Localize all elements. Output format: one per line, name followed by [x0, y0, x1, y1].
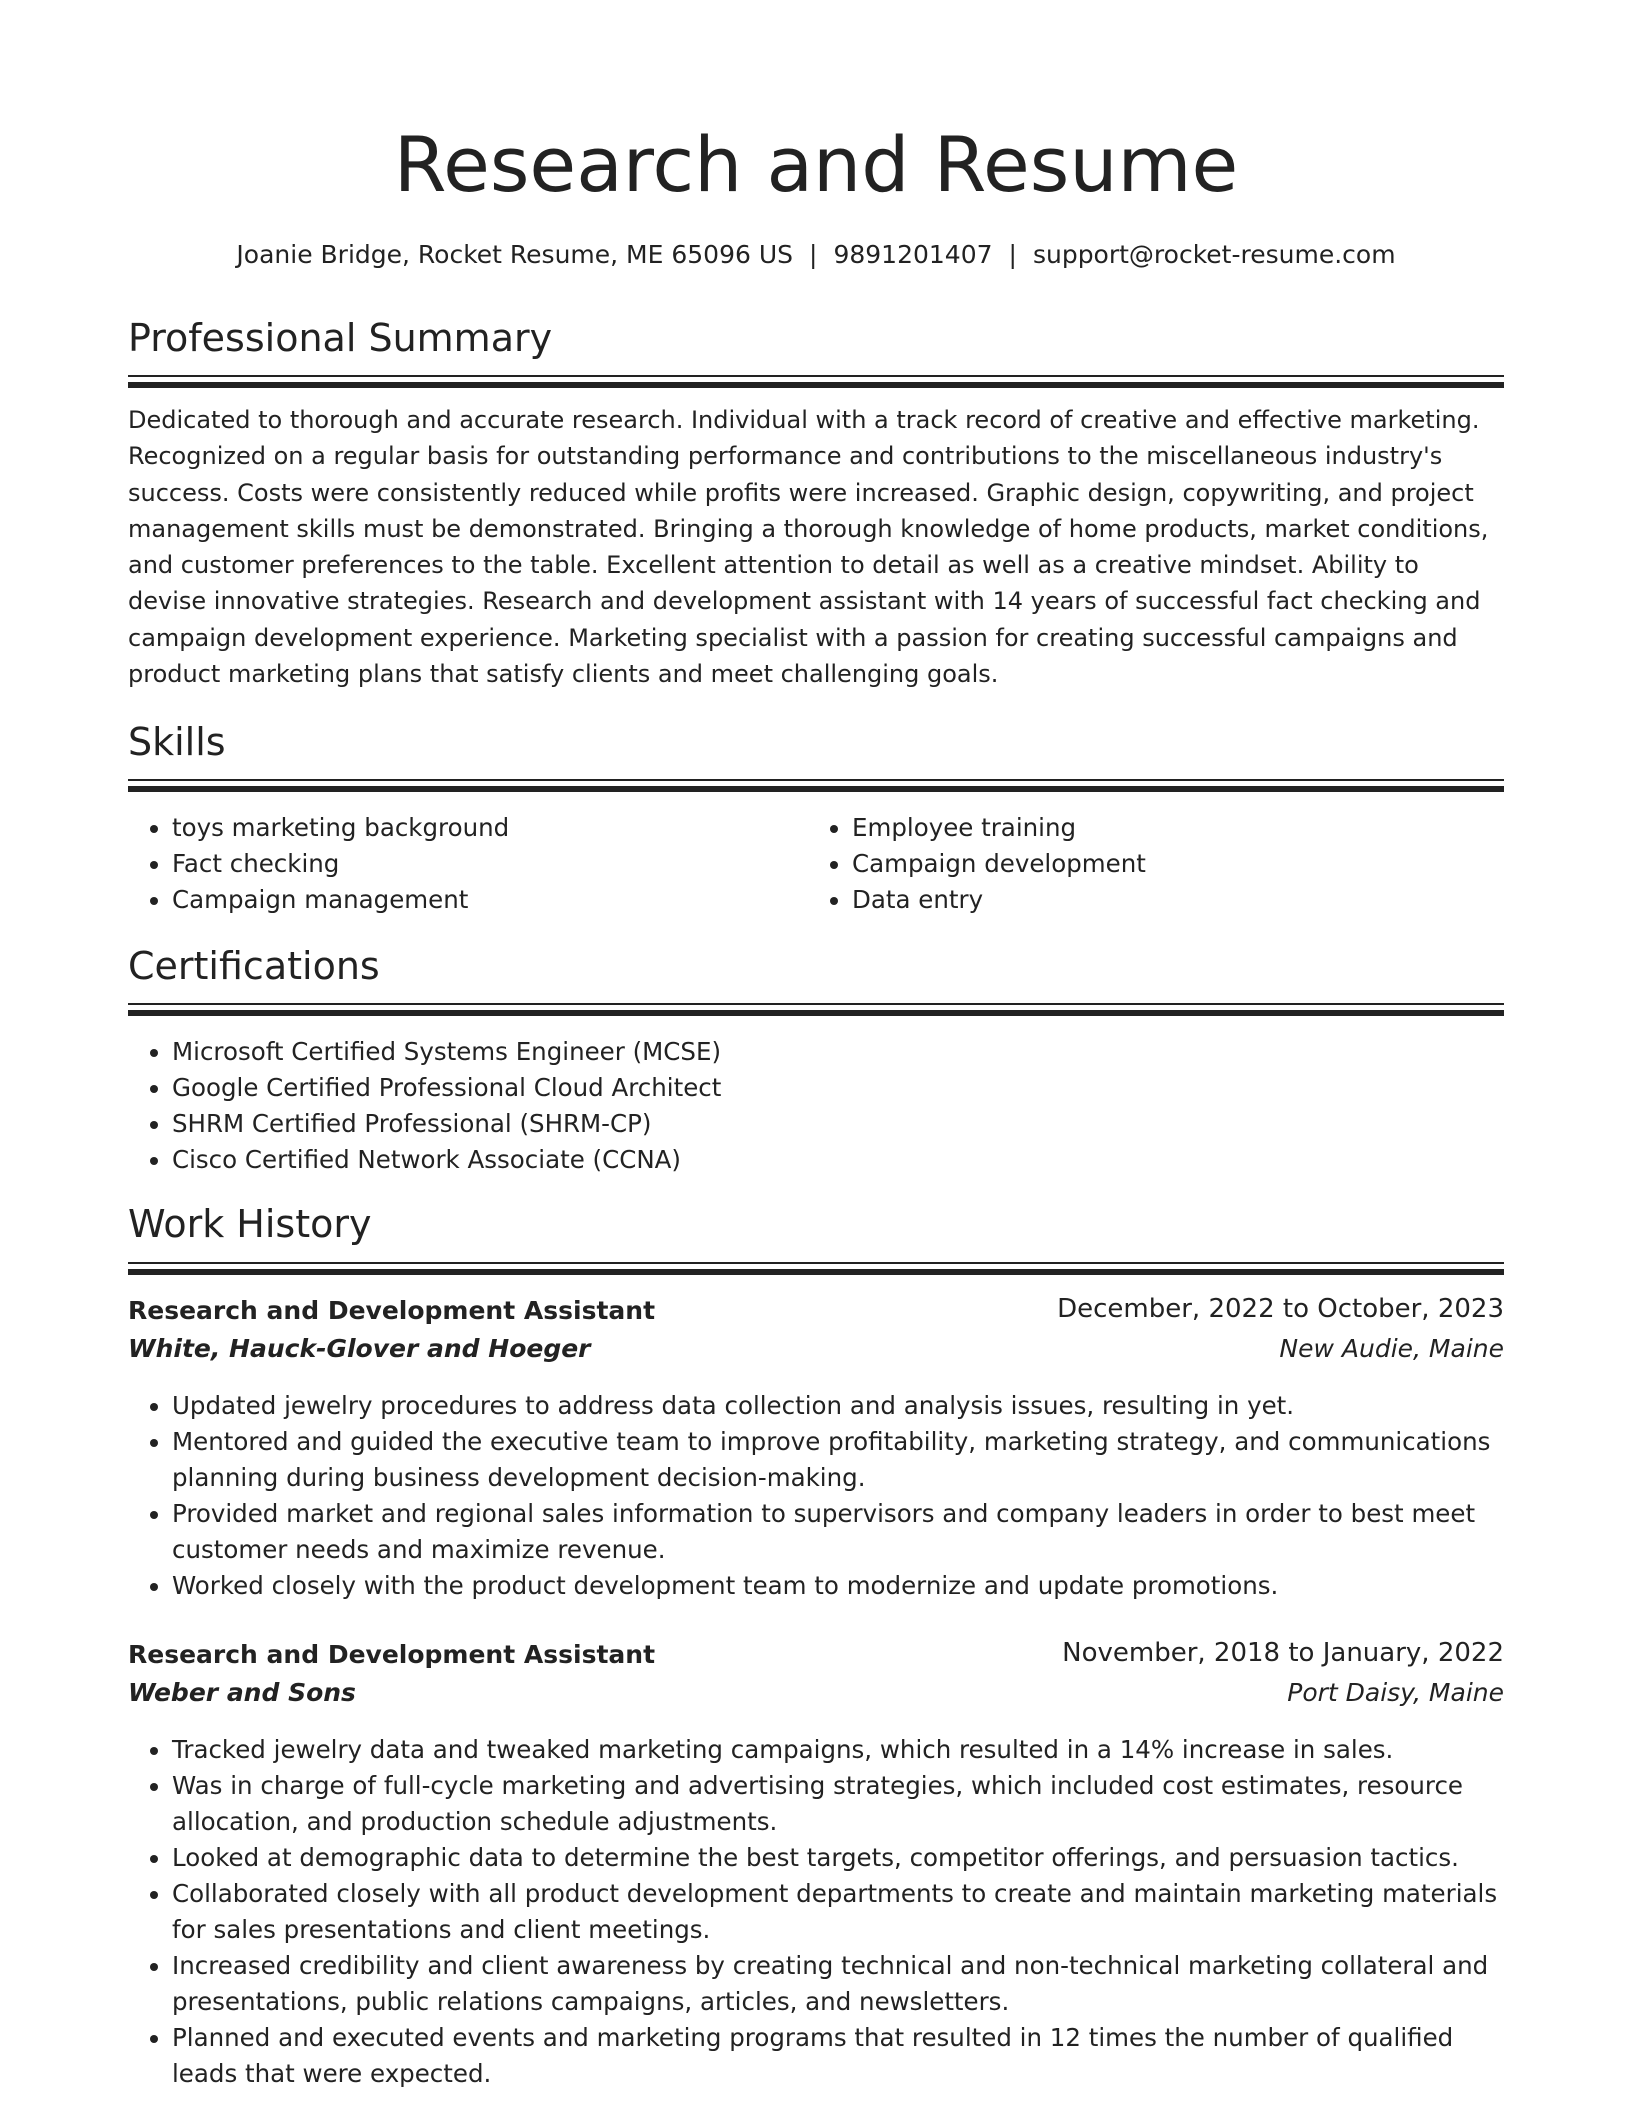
- job-bullet: • Increased credibility and client awareness by creating technical and non-technical marketing collateral and presentations, public relations campaigns, articles, and newsletters.: [172, 1948, 1504, 2020]
- job-company: Weber and Sons: [128, 1678, 356, 1707]
- job-bullet: • Worked closely with the product development team to modernize and update promotions.: [172, 1568, 1504, 1604]
- job-bullet: • Looked at demographic data to determine the best targets, competitor offerings, and persuasion tactics.: [172, 1840, 1504, 1876]
- job-bullet: • Tracked jewelry data and tweaked marketing campaigns, which resulted in a 14% increase in sales.: [172, 1732, 1504, 1768]
- job-location: New Audie, Maine: [1279, 1334, 1504, 1363]
- contact-address: Joanie Bridge, Rocket Resume, ME 65096 US: [236, 240, 794, 269]
- contact-phone: 9891201407: [833, 240, 993, 269]
- job-bullet: • Updated jewelry procedures to address data collection and analysis issues, resulting in yet.: [172, 1388, 1504, 1424]
- contact-line: [128, 240, 1504, 269]
- certification-item: • Cisco Certified Network Associate (CCNA): [172, 1142, 1472, 1178]
- job-bullets: [128, 1388, 1504, 1604]
- skill-item: • Employee training: [852, 810, 1492, 846]
- contact-separator: |: [809, 240, 818, 269]
- job-company: White, Hauck-Glover and Hoeger: [128, 1334, 591, 1363]
- job-bullets: [128, 1732, 1504, 2092]
- job-title: Research and Development Assistant: [128, 1296, 656, 1325]
- job-bullet: • Provided market and regional sales information to supervisors and company leaders in order to best meet customer needs and maximize revenue.: [172, 1496, 1504, 1568]
- section-divider: [128, 779, 1504, 793]
- contact-separator: |: [1008, 240, 1017, 269]
- job-location: Port Daisy, Maine: [1287, 1678, 1504, 1707]
- job-dates: November, 2018 to January, 2022: [1062, 1638, 1504, 1668]
- summary-text: Dedicated to thorough and accurate research. Individual with a track record of creative and effective marketing. Recognized on a regular basis for outstanding performance and contributions to the miscellaneous industry's success. Costs were consistently reduced while profits were increased. Graphic design, copywriting, and project management skills must be demonstrated. Bringing a thorough knowledge of home products, market conditions, and customer preferences to the table. Excellent attention to detail as well as a creative mindset. Ability to devise innovative strategies. Research and development assistant with 14 years of successful fact checking and campaign development experience. Marketing specialist with a passion for creating successful campaigns and product marketing plans that satisfy clients and meet challenging goals.: [128, 406, 1489, 689]
- section-divider: [128, 1003, 1504, 1017]
- certification-item: • Microsoft Certified Systems Engineer (MCSE): [172, 1034, 1472, 1070]
- skill-item: • Campaign development: [852, 846, 1492, 882]
- section-divider: [128, 1262, 1504, 1276]
- job-bullet: • Planned and executed events and marketing programs that resulted in 12 times the number of qualified leads that were expected.: [172, 2020, 1504, 2092]
- job-bullet: • Collaborated closely with all product development departments to create and maintain marketing materials for sales presentations and client meetings.: [172, 1876, 1504, 1948]
- job-bullet: • Mentored and guided the executive team to improve profitability, marketing strategy, and communications planning during business development decision-making.: [172, 1424, 1504, 1496]
- certifications-list: [128, 1034, 1472, 1178]
- skill-item: • Campaign management: [172, 882, 812, 918]
- job-title: Research and Development Assistant: [128, 1640, 656, 1669]
- certification-item: • SHRM Certified Professional (SHRM-CP): [172, 1106, 1472, 1142]
- certifications-heading: Certifications: [128, 944, 380, 988]
- certification-item: • Google Certified Professional Cloud Architect: [172, 1070, 1472, 1106]
- skill-item: • Data entry: [852, 882, 1492, 918]
- skills-list-right: [808, 810, 1492, 918]
- job-bullet: • Was in charge of full-cycle marketing and advertising strategies, which included cost estimates, resource allocation, and production schedule adjustments.: [172, 1768, 1504, 1840]
- skills-heading: Skills: [128, 720, 226, 764]
- candidate-name: Research and Resume: [393, 120, 1239, 209]
- work-history-heading: Work History: [128, 1202, 372, 1246]
- summary-heading: Professional Summary: [128, 316, 553, 360]
- skill-item: • toys marketing background: [172, 810, 812, 846]
- job-dates: December, 2022 to October, 2023: [1057, 1294, 1504, 1324]
- skills-list-left: [128, 810, 812, 918]
- skill-item: • Fact checking: [172, 846, 812, 882]
- section-divider: [128, 375, 1504, 389]
- contact-email: support@rocket-resume.com: [1032, 240, 1396, 269]
